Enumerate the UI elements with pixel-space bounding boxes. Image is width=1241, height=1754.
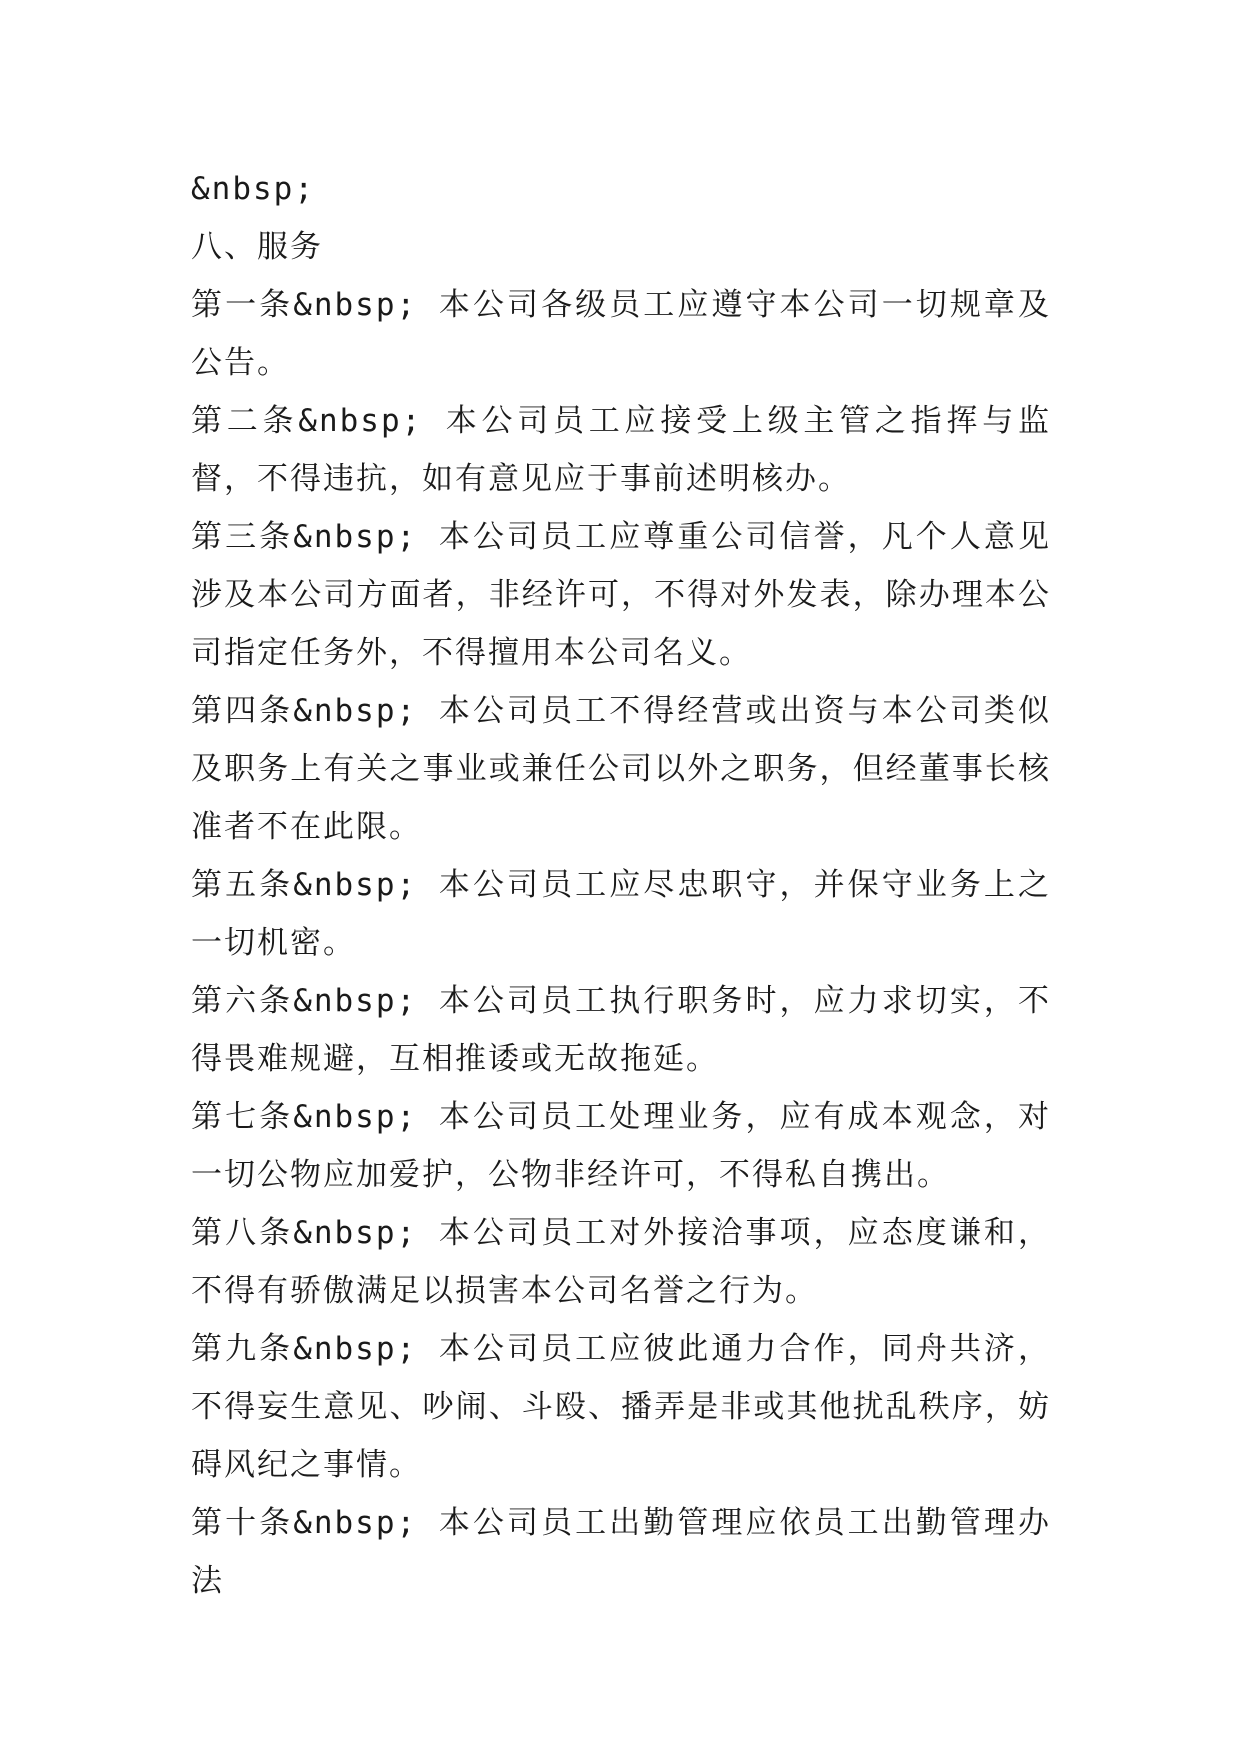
article-8: 第八条&nbsp; 本公司员工对外接洽事项，应态度谦和，不得有骄傲满足以损害本公司名誉之行为。 bbox=[191, 1215, 1051, 1309]
section-heading: 八、服务 bbox=[191, 229, 323, 265]
blank-line: &nbsp; bbox=[191, 171, 315, 207]
article-3: 第三条&nbsp; 本公司员工应尊重公司信誉，凡个人意见涉及本公司方面者，非经许可，不得对外发表，除办理本公司指定任务外，不得擅用本公司名义。 bbox=[191, 519, 1051, 671]
article-7: 第七条&nbsp; 本公司员工处理业务，应有成本观念，对一切公物应加爱护，公物非经许可，不得私自携出。 bbox=[191, 1099, 1051, 1193]
article-6: 第六条&nbsp; 本公司员工执行职务时，应力求切实，不得畏难规避，互相推诿或无故拖延。 bbox=[191, 983, 1051, 1077]
article-4: 第四条&nbsp; 本公司员工不得经营或出资与本公司类似及职务上有关之事业或兼任公司以外之职务，但经董事长核准者不在此限。 bbox=[191, 693, 1051, 845]
article-10: 第十条&nbsp; 本公司员工出勤管理应依员工出勤管理办法 bbox=[191, 1505, 1051, 1599]
article-1: 第一条&nbsp; 本公司各级员工应遵守本公司一切规章及公告。 bbox=[191, 287, 1051, 381]
article-5: 第五条&nbsp; 本公司员工应尽忠职守，并保守业务上之一切机密。 bbox=[191, 867, 1051, 961]
article-2: 第二条&nbsp; 本公司员工应接受上级主管之指挥与监督，不得违抗，如有意见应于事前述明核办。 bbox=[191, 403, 1051, 497]
document-body bbox=[191, 160, 1051, 1610]
article-9: 第九条&nbsp; 本公司员工应彼此通力合作，同舟共济，不得妄生意见、吵闹、斗殴、播弄是非或其他扰乱秩序，妨碍风纪之事情。 bbox=[191, 1331, 1051, 1483]
